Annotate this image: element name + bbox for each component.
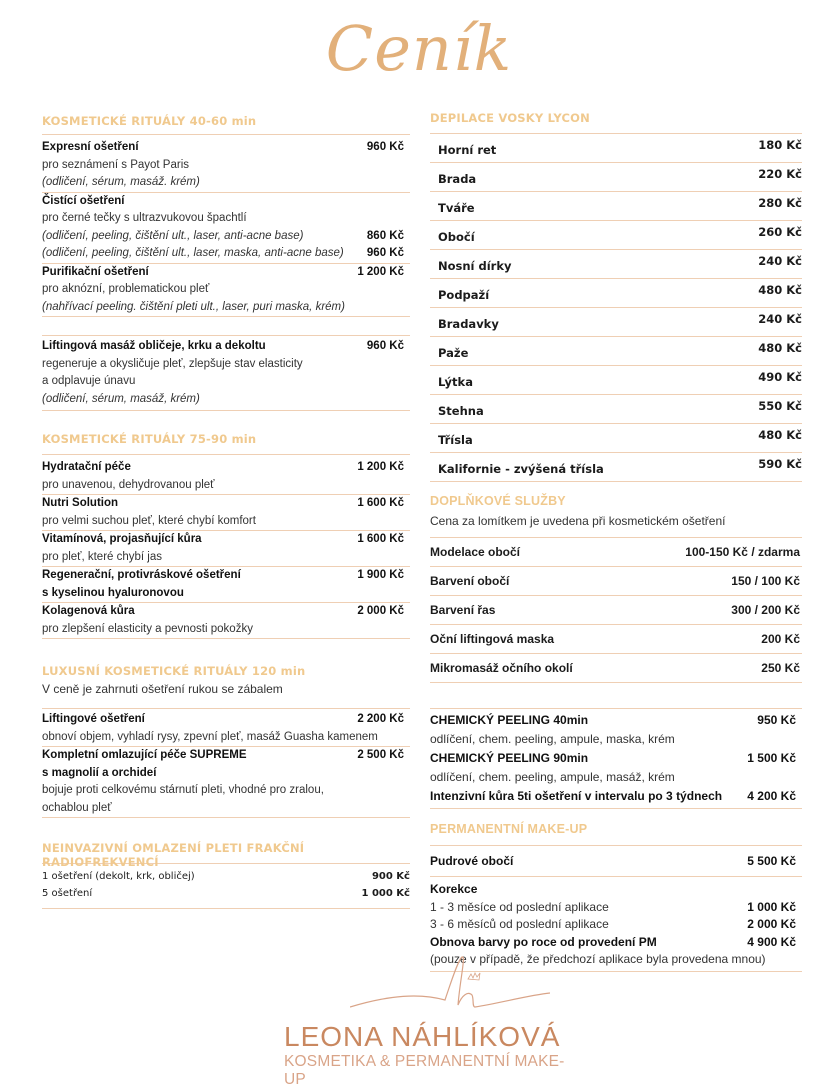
- item-name: Nosní dírky: [438, 259, 512, 273]
- section-radiofrequency: [42, 841, 410, 909]
- item-note: (pouze v případě, že předchozí aplikace byla provedena mnou): [430, 952, 766, 966]
- section-title: LUXUSNÍ KOSMETICKÉ RITUÁLY 120 min: [42, 664, 306, 678]
- item-name: Hydratační péče: [42, 461, 131, 473]
- item-name: Intenzivní kůra 5ti ošetření v intervalu po 3 týdnech: [430, 789, 723, 803]
- wax-item: [430, 453, 802, 482]
- divider: [42, 638, 410, 639]
- item-name: Kolagenová kůra: [42, 605, 135, 617]
- item-name: Bradavky: [438, 317, 499, 331]
- service-item: [430, 625, 802, 654]
- item-price: 1 600 Kč: [357, 533, 404, 545]
- item-price: 1 000 Kč: [747, 899, 796, 914]
- item-name: Barvení řas: [430, 603, 496, 617]
- item-name: Paže: [438, 346, 469, 360]
- item-name: 1 ošetření (dekolt, krk, obličej): [42, 871, 195, 882]
- price-item: [430, 749, 802, 787]
- divider: [42, 908, 410, 909]
- item-price: 260 Kč: [758, 225, 802, 239]
- item-desc: pro černé tečky s ultrazvukovou špachtlí: [42, 212, 247, 224]
- item-price: 550 Kč: [758, 399, 802, 413]
- price-item: [42, 139, 410, 192]
- price-item: [42, 338, 410, 408]
- service-item: [430, 567, 802, 596]
- variant-price: 860 Kč: [366, 229, 404, 242]
- price-item: [42, 459, 410, 494]
- item-name: Mikromasáž očního okolí: [430, 661, 573, 675]
- item-name: Horní ret: [438, 143, 497, 157]
- section-title: KOSMETICKÉ RITUÁLY 75-90 min: [42, 432, 257, 446]
- price-item: [42, 747, 410, 817]
- wax-item: [430, 250, 802, 279]
- item-desc: pro pleť, které chybí jas: [42, 550, 163, 563]
- section-permanent-makeup: [430, 822, 802, 972]
- price-item: [42, 193, 410, 263]
- item-price: 950 Kč: [757, 713, 796, 727]
- item-price: 590 Kč: [758, 457, 802, 471]
- item-price: 1 500 Kč: [747, 751, 796, 765]
- item-price: 900 Kč: [371, 871, 410, 882]
- price-item: [430, 711, 802, 749]
- variant-price: 960 Kč: [366, 247, 404, 259]
- brand-name: LEONA NÁHLÍKOVÁ: [284, 1021, 561, 1052]
- item-price: 1 200 Kč: [357, 265, 404, 278]
- variant-text: (odličení, peeling, čištění ult., laser, maska, anti-acne base): [42, 247, 344, 259]
- item-price: 200 Kč: [761, 632, 800, 646]
- item-desc: ochablou pleť: [42, 801, 112, 814]
- item-name: Lýtka: [438, 375, 473, 389]
- section-subtitle: Cena za lomítkem je uvedena při kosmetickém ošetření: [430, 514, 726, 528]
- ln-crown-monogram-icon: [350, 955, 550, 1015]
- wax-item: [430, 221, 802, 250]
- correction-option: 3 - 6 měsíců od poslední aplikace: [430, 917, 609, 931]
- section-title: DEPILACE VOSKY LYCON: [430, 111, 590, 125]
- item-price: 480 Kč: [758, 341, 802, 355]
- item-desc: odlíčení, chem. peeling, ampule, maska, krém: [430, 732, 675, 746]
- item-price: 1 600 Kč: [357, 497, 404, 509]
- item-name: Kompletní omlazující péče SUPREME: [42, 749, 247, 761]
- item-name-cont: s magnolií a orchideí: [42, 766, 157, 779]
- item-desc: pro aknózní, problematickou pleť: [42, 283, 210, 295]
- item-desc: a odplavuje únavu: [42, 375, 136, 387]
- item-name: Modelace obočí: [430, 545, 521, 559]
- item-price: 480 Kč: [758, 428, 802, 442]
- item-price: 4 200 Kč: [747, 789, 796, 803]
- item-desc: pro seznámení s Payot Paris: [42, 158, 190, 171]
- item-price: 300 / 200 Kč: [731, 603, 800, 617]
- item-price: 240 Kč: [758, 254, 802, 268]
- section-title: KOSMETICKÉ RITUÁLY 40-60 min: [42, 114, 257, 128]
- correction-option: 1 - 3 měsíce od poslední aplikace: [430, 899, 609, 914]
- wax-item: [430, 308, 802, 337]
- item-name: Liftingové ošetření: [42, 713, 145, 725]
- wax-item: [430, 337, 802, 366]
- item-price: 4 900 Kč: [747, 934, 796, 949]
- item-name: Stehna: [438, 404, 484, 418]
- item-price: 1 900 Kč: [357, 569, 404, 581]
- brand-logo: [270, 955, 570, 1088]
- item-price: 960 Kč: [366, 340, 404, 352]
- section-subtitle: V ceně je zahrnuti ošetření rukou se zábalem: [42, 682, 283, 696]
- price-item: [430, 852, 802, 870]
- item-price: 1 200 Kč: [357, 461, 404, 473]
- divider: [42, 335, 410, 336]
- item-name: Obnova barvy po roce od provedení PM: [430, 934, 657, 949]
- item-name: Kalifornie - zvýšená třísla: [438, 462, 604, 476]
- price-item: [42, 711, 410, 746]
- price-item: [42, 264, 410, 317]
- price-item: [42, 495, 410, 530]
- wax-item: [430, 134, 802, 163]
- brand-tagline: KOSMETIKA & PERMANENTNÍ MAKE-UP: [284, 1053, 565, 1088]
- item-price: 490 Kč: [758, 370, 802, 384]
- item-name: Vitamínová, projasňující kůra: [42, 533, 202, 545]
- item-ingredients: (odličení, sérum, masáž. krém): [42, 176, 200, 188]
- section-title: DOPLŇKOVÉ SLUŽBY: [430, 494, 566, 508]
- item-name: CHEMICKÝ PEELING 40min: [430, 713, 589, 727]
- item-desc: pro velmi suchou pleť, které chybí komfort: [42, 514, 256, 527]
- price-item: [42, 885, 410, 902]
- divider: [42, 817, 410, 818]
- wax-item: [430, 279, 802, 308]
- section-rituals-40-60: [42, 114, 410, 411]
- item-ingredients: (nahřívací peeling. čištění pleti ult., laser, puri maska, krém): [42, 300, 345, 313]
- price-item: [42, 603, 410, 638]
- divider: [430, 808, 802, 809]
- item-price: 240 Kč: [758, 312, 802, 326]
- item-desc: pro unavenou, dehydrovanou pleť: [42, 478, 215, 491]
- price-item: [42, 567, 410, 602]
- variant-text: (odličení, peeling, čištění ult., laser, anti-acne base): [42, 229, 304, 242]
- item-ingredients: (odličení, sérum, masáž, krém): [42, 392, 200, 405]
- item-price: 1 000 Kč: [361, 888, 410, 899]
- divider: [42, 410, 410, 411]
- item-price: 2 200 Kč: [357, 713, 404, 725]
- section-rituals-75-90: [42, 432, 410, 639]
- item-price: 150 / 100 Kč: [731, 574, 800, 588]
- item-name: Podpaží: [438, 288, 490, 302]
- item-price: 280 Kč: [758, 196, 802, 210]
- divider: [430, 876, 802, 877]
- divider: [42, 708, 410, 709]
- section-title: NEINVAZIVNÍ OMLAZENÍ PLETI FRAKČNÍ RADIOFREKVENCÍ: [42, 841, 305, 869]
- divider: [430, 845, 802, 846]
- item-name: Obočí: [438, 230, 475, 244]
- item-name: CHEMICKÝ PEELING 90min: [430, 751, 589, 765]
- item-desc: regeneruje a okysličuje pleť, zlepšuje stav elasticity: [42, 357, 303, 370]
- item-desc: pro zlepšení elasticity a pevnosti pokožky: [42, 622, 253, 635]
- divider: [42, 454, 410, 455]
- item-price: 180 Kč: [758, 138, 802, 152]
- section-luxury-rituals: [42, 664, 410, 818]
- divider: [430, 708, 802, 709]
- item-name: Liftingová masáž obličeje, krku a dekoltu: [42, 340, 266, 352]
- item-name: Tváře: [438, 201, 475, 215]
- item-name: Purifikační ošetření: [42, 265, 149, 278]
- section-waxing: [430, 111, 802, 482]
- item-desc: odlíčení, chem. peeling, ampule, masáž, krém: [430, 770, 675, 784]
- section-chemical-peeling: [430, 708, 802, 809]
- item-name: Oční liftingová maska: [430, 632, 555, 646]
- item-desc: obnoví objem, vyhladí rysy, zpevní pleť, masáž Guasha kamenem: [42, 730, 378, 743]
- divider: [42, 134, 410, 135]
- wax-item: [430, 192, 802, 221]
- wax-item: [430, 424, 802, 453]
- wax-item: [430, 395, 802, 424]
- item-name: Třísla: [438, 433, 473, 447]
- item-name: Expresní ošetření: [42, 141, 139, 153]
- item-price: 250 Kč: [761, 661, 800, 675]
- item-price: 5 500 Kč: [747, 854, 796, 868]
- service-item: [430, 654, 802, 683]
- item-name: Čistící ošetření: [42, 194, 125, 207]
- item-price: 100-150 Kč / zdarma: [685, 545, 800, 559]
- service-item: [430, 538, 802, 567]
- item-price: 2 500 Kč: [357, 749, 404, 761]
- item-name: Barvení obočí: [430, 574, 510, 588]
- section-title: PERMANENTNÍ MAKE-UP: [430, 822, 588, 836]
- wax-item: [430, 366, 802, 395]
- price-item: [430, 787, 802, 806]
- item-price: 2 000 Kč: [747, 917, 796, 931]
- item-name: Pudrové obočí: [430, 854, 514, 868]
- wax-item: [430, 163, 802, 192]
- item-name: Nutri Solution: [42, 497, 119, 509]
- divider: [42, 316, 410, 317]
- item-price: 480 Kč: [758, 283, 802, 297]
- item-price: 2 000 Kč: [357, 605, 404, 617]
- item-price: 960 Kč: [366, 141, 404, 153]
- item-name: Korekce: [430, 882, 478, 896]
- item-price: 220 Kč: [758, 167, 802, 181]
- item-name: Regenerační, protivráskové ošetření: [42, 569, 241, 581]
- item-name: 5 ošetření: [42, 888, 93, 899]
- section-extra-services: [430, 494, 802, 683]
- item-name-cont: s kyselinou hyaluronovou: [42, 586, 184, 599]
- item-desc: bojuje proti celkovému stárnutí pleti, vhodné pro zralou,: [42, 784, 324, 796]
- price-item: [42, 531, 410, 566]
- item-name: Brada: [438, 172, 477, 186]
- service-item: [430, 596, 802, 625]
- page-title: Ceník: [325, 12, 513, 85]
- price-item: [42, 868, 410, 885]
